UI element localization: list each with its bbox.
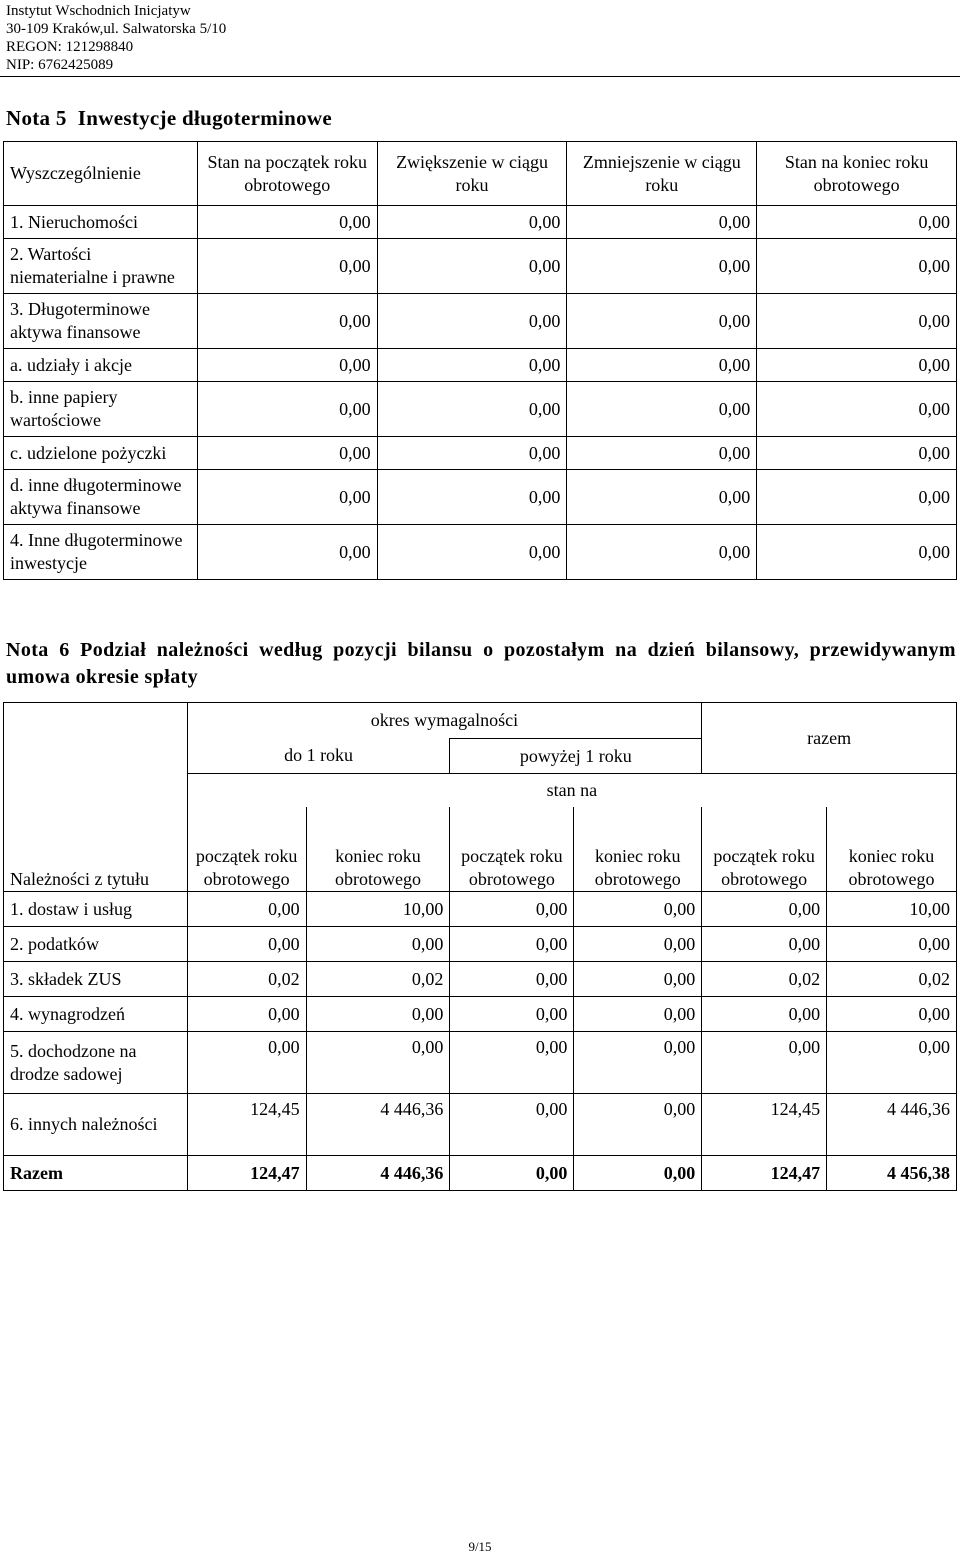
- stan-header: stan na: [187, 774, 956, 808]
- value-cell: 0,00: [377, 206, 567, 239]
- value-cell: 0,00: [450, 1032, 574, 1094]
- value-cell: 0,00: [450, 997, 574, 1032]
- value-cell: 0,00: [450, 1094, 574, 1156]
- header-cell: Stan na koniec roku obrotowego: [757, 142, 957, 206]
- value-cell: 124,47: [702, 1156, 827, 1191]
- value-cell: 4 456,38: [827, 1156, 957, 1191]
- value-cell: 0,00: [187, 892, 306, 927]
- value-cell: 0,00: [567, 470, 757, 525]
- header-cell: Stan na początek roku obrotowego: [197, 142, 377, 206]
- table-row: [4, 470, 957, 525]
- value-cell: 0,00: [574, 997, 702, 1032]
- value-cell: 0,00: [377, 382, 567, 437]
- naleznosci-header: Należności z tytułu: [4, 703, 188, 892]
- value-cell: 0,00: [757, 382, 957, 437]
- value-cell: 0,02: [306, 962, 450, 997]
- value-cell: 0,00: [757, 470, 957, 525]
- row-label: a. udziały i akcje: [4, 349, 198, 382]
- nota5-title: Nota 5 Inwestycje długoterminowe: [6, 106, 333, 130]
- value-cell: 0,00: [702, 1032, 827, 1094]
- table-row: [4, 927, 957, 962]
- value-cell: 0,00: [574, 892, 702, 927]
- row-label: 2. podatków: [4, 927, 188, 962]
- value-cell: 0,00: [377, 239, 567, 294]
- value-cell: 0,00: [757, 349, 957, 382]
- value-cell: 10,00: [306, 892, 450, 927]
- value-cell: 0,00: [306, 997, 450, 1032]
- page-number: 9/15: [468, 1539, 492, 1554]
- value-cell: 0,00: [757, 437, 957, 470]
- value-cell: 0,00: [197, 239, 377, 294]
- table-row: [4, 525, 957, 580]
- koniec-header: koniec roku obrotowego: [306, 807, 450, 892]
- row-label: 3. składek ZUS: [4, 962, 188, 997]
- table-row: [4, 294, 957, 349]
- value-cell: 0,00: [574, 1032, 702, 1094]
- value-cell: 0,00: [450, 962, 574, 997]
- value-cell: 0,00: [702, 997, 827, 1032]
- value-cell: 0,00: [197, 525, 377, 580]
- value-cell: 4 446,36: [306, 1094, 450, 1156]
- okres-header: okres wymagalności: [187, 703, 701, 739]
- value-cell: 0,00: [757, 206, 957, 239]
- value-cell: 0,02: [187, 962, 306, 997]
- company-nip: NIP: 6762425089: [6, 57, 114, 73]
- value-cell: 0,00: [187, 1032, 306, 1094]
- value-cell: 0,00: [450, 892, 574, 927]
- value-cell: 0,00: [377, 294, 567, 349]
- value-cell: 0,00: [187, 997, 306, 1032]
- value-cell: 0,00: [574, 1156, 702, 1191]
- value-cell: 0,00: [567, 206, 757, 239]
- header-cell: Zmniejszenie w ciągu roku: [567, 142, 757, 206]
- nota6-table: [3, 702, 957, 1191]
- row-label: 4. wynagrodzeń: [4, 997, 188, 1032]
- company-name: Instytut Wschodnich Inicjatyw: [6, 3, 191, 19]
- koniec-header: koniec roku obrotowego: [827, 807, 957, 892]
- value-cell: 0,00: [197, 294, 377, 349]
- poczatek-header: początek roku obrotowego: [450, 807, 574, 892]
- value-cell: 0,00: [197, 470, 377, 525]
- row-label: 4. Inne długoterminowe inwestycje: [4, 525, 198, 580]
- value-cell: 0,00: [306, 1032, 450, 1094]
- value-cell: 4 446,36: [306, 1156, 450, 1191]
- total-row: [4, 1156, 957, 1191]
- table-row: [4, 1032, 957, 1094]
- value-cell: 0,00: [450, 927, 574, 962]
- value-cell: 0,00: [377, 349, 567, 382]
- value-cell: 124,45: [187, 1094, 306, 1156]
- row-label: 2. Wartości niematerialne i prawne: [4, 239, 198, 294]
- value-cell: 0,00: [197, 382, 377, 437]
- value-cell: 0,00: [197, 349, 377, 382]
- value-cell: 0,00: [377, 470, 567, 525]
- value-cell: 0,02: [702, 962, 827, 997]
- value-cell: 0,00: [827, 997, 957, 1032]
- value-cell: 0,00: [377, 437, 567, 470]
- do1-header: do 1 roku: [187, 739, 450, 774]
- row-label: b. inne papiery wartościowe: [4, 382, 198, 437]
- value-cell: 0,00: [197, 206, 377, 239]
- value-cell: 0,00: [702, 927, 827, 962]
- value-cell: 0,00: [567, 294, 757, 349]
- company-address: 30-109 Kraków,ul. Salwatorska 5/10: [6, 21, 227, 37]
- nota6-title: Nota 6 Podział należności według pozycji bilansu o pozostałym na dzień bilansowy, przewidywanym umowa okresie spłaty: [6, 639, 956, 688]
- table-row: [4, 997, 957, 1032]
- header-cell: Wyszczególnienie: [4, 142, 198, 206]
- value-cell: 4 446,36: [827, 1094, 957, 1156]
- value-cell: 0,00: [757, 294, 957, 349]
- poczatek-header: początek roku obrotowego: [702, 807, 827, 892]
- row-label: 6. innych należności: [4, 1094, 188, 1156]
- nota5-table: [3, 141, 957, 580]
- value-cell: 0,00: [567, 437, 757, 470]
- company-header: [6, 2, 226, 74]
- table-row: [4, 382, 957, 437]
- value-cell: 124,45: [702, 1094, 827, 1156]
- table-header-row: [4, 703, 957, 739]
- row-label: 1. dostaw i usług: [4, 892, 188, 927]
- value-cell: 10,00: [827, 892, 957, 927]
- value-cell: 0,00: [567, 525, 757, 580]
- value-cell: 0,00: [702, 892, 827, 927]
- table-row: [4, 437, 957, 470]
- value-cell: 0,00: [197, 437, 377, 470]
- value-cell: 0,00: [757, 525, 957, 580]
- table-header-row: [4, 142, 957, 206]
- header-cell: Zwiększenie w ciągu roku: [377, 142, 567, 206]
- value-cell: 0,00: [187, 927, 306, 962]
- row-label: 5. dochodzone na drodze sadowej: [4, 1032, 188, 1094]
- value-cell: 0,00: [450, 1156, 574, 1191]
- value-cell: 0,00: [574, 927, 702, 962]
- row-label: Razem: [4, 1156, 188, 1191]
- razem-header: razem: [702, 703, 957, 774]
- table-row: [4, 1094, 957, 1156]
- row-label: c. udzielone pożyczki: [4, 437, 198, 470]
- value-cell: 0,02: [827, 962, 957, 997]
- poczatek-header: początek roku obrotowego: [187, 807, 306, 892]
- value-cell: 124,47: [187, 1156, 306, 1191]
- pow1-header: powyżej 1 roku: [450, 739, 702, 774]
- value-cell: 0,00: [567, 382, 757, 437]
- row-label: d. inne długoterminowe aktywa finansowe: [4, 470, 198, 525]
- header-divider: [0, 76, 960, 77]
- value-cell: 0,00: [757, 239, 957, 294]
- koniec-header: koniec roku obrotowego: [574, 807, 702, 892]
- value-cell: 0,00: [574, 1094, 702, 1156]
- table-row: [4, 962, 957, 997]
- company-regon: REGON: 121298840: [6, 39, 134, 55]
- value-cell: 0,00: [306, 927, 450, 962]
- row-label: 3. Długoterminowe aktywa finansowe: [4, 294, 198, 349]
- row-label: 1. Nieruchomości: [4, 206, 198, 239]
- value-cell: 0,00: [827, 927, 957, 962]
- value-cell: 0,00: [567, 349, 757, 382]
- table-row: [4, 206, 957, 239]
- value-cell: 0,00: [377, 525, 567, 580]
- table-row: [4, 239, 957, 294]
- value-cell: 0,00: [574, 962, 702, 997]
- table-row: [4, 349, 957, 382]
- value-cell: 0,00: [827, 1032, 957, 1094]
- table-row: [4, 892, 957, 927]
- value-cell: 0,00: [567, 239, 757, 294]
